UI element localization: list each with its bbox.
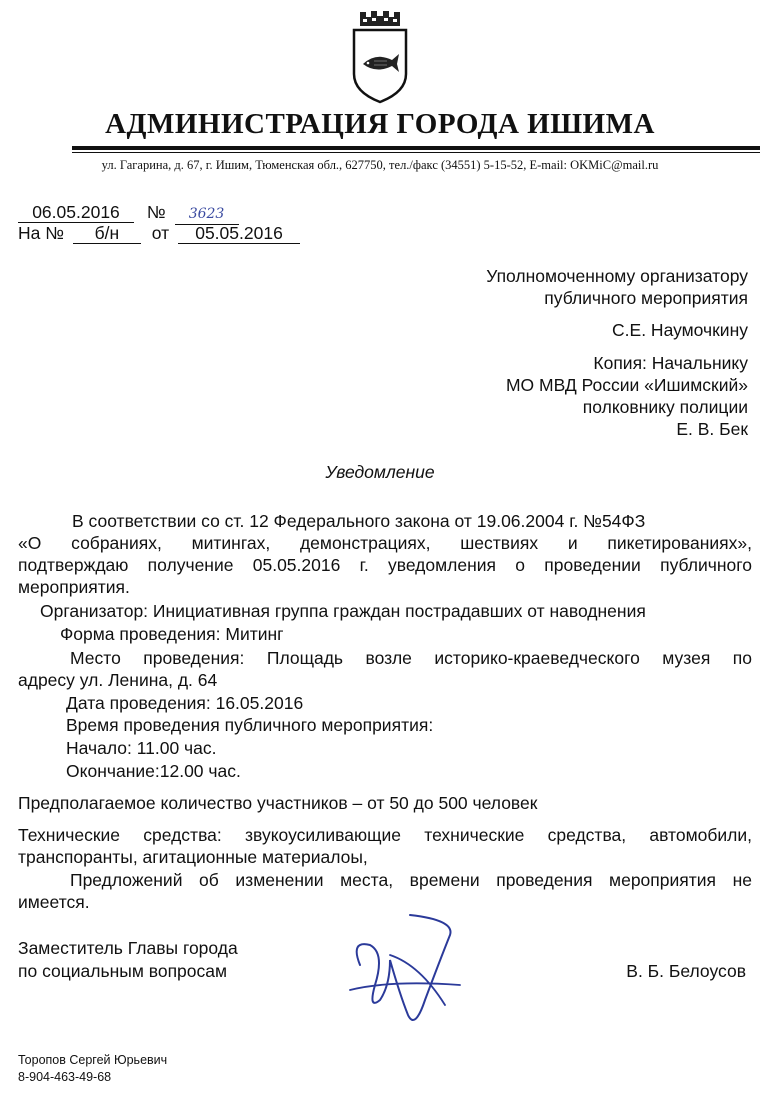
from-label: от: [151, 223, 170, 243]
addressee-line-1: Уполномоченному организатору: [486, 266, 748, 286]
end-time-line: Окончание:12.00 час.: [66, 761, 241, 781]
place-line-2: адресу ул. Ленина, д. 64: [18, 670, 218, 690]
form-line: Форма проведения: Митинг: [60, 624, 284, 644]
paragraph-1-line-3: подтверждаю получение 05.05.2016 г. уведомления о проведении публичного: [18, 555, 752, 575]
time-label-line: Время проведения публичного мероприятия:: [66, 715, 434, 735]
proposals-line-2: имеется.: [18, 892, 90, 912]
addressee-name: С.Е. Наумочкину: [612, 320, 748, 340]
tech-line-2: транспоранты, агитационные материалоы,: [18, 847, 368, 867]
copy-line-1: Копия: Начальнику: [593, 353, 748, 373]
copy-line-2: МО МВД России «Ишимский»: [505, 375, 748, 395]
reply-number: б/н: [73, 223, 141, 244]
signer-name: В. Б. Белоусов: [626, 961, 746, 981]
place-line-1: Место проведения: Площадь возле историко-краеведческого музея по: [70, 648, 752, 668]
paragraph-1-line-4: мероприятия.: [18, 577, 130, 597]
addressee-line-2: публичного мероприятия: [544, 288, 748, 308]
event-date-line: Дата проведения: 16.05.2016: [66, 693, 304, 713]
handwritten-signature: [330, 905, 480, 1035]
incoming-reference: [18, 222, 300, 244]
organizer-line: Организатор: Инициативная группа граждан пострадавших от наводнения: [40, 601, 646, 621]
notice-title: Уведомление: [325, 462, 435, 482]
executor-phone: 8-904-463-49-68: [18, 1070, 112, 1084]
city-emblem: [350, 8, 410, 104]
header-rule-thin: [72, 152, 760, 153]
outgoing-date: 06.05.2016: [18, 202, 134, 223]
executor-name: Торопов Сергей Юрьевич: [18, 1053, 168, 1067]
number-label: №: [146, 202, 166, 222]
outgoing-number: 3623: [175, 204, 239, 225]
tech-line-1: Технические средства: звукоусиливающие технические средства, автомобили,: [18, 825, 752, 845]
copy-line-4: Е. В. Бек: [676, 419, 748, 439]
participants-line: Предполагаемое количество участников – от 50 до 500 человек: [18, 793, 538, 813]
reply-date: 05.05.2016: [178, 223, 300, 244]
proposals-line-1: Предложений об изменении места, времени проведения мероприятия не: [70, 870, 752, 890]
paragraph-1-line-2: «О собраниях, митингах, демонстрациях, шествиях и пикетированиях»,: [18, 533, 752, 553]
organization-address: ул. Гагарина, д. 67, г. Ишим, Тюменская обл., 627750, тел./факс (34551) 5-15-52, E-mail: OKMiC@mail.ru: [101, 158, 659, 172]
signer-position-1: Заместитель Главы города: [18, 938, 238, 958]
reply-label: На №: [18, 223, 65, 243]
paragraph-1-line-1: В соответствии со ст. 12 Федерального закона от 19.06.2004 г. №54ФЗ: [72, 511, 646, 531]
organization-title: АДМИНИСТРАЦИЯ ГОРОДА ИШИМА: [105, 108, 655, 140]
start-time-line: Начало: 11.00 час.: [66, 738, 217, 758]
signer-position-2: по социальным вопросам: [18, 961, 228, 981]
header-rule: [72, 146, 760, 150]
copy-line-3: полковнику полиции: [582, 397, 748, 417]
